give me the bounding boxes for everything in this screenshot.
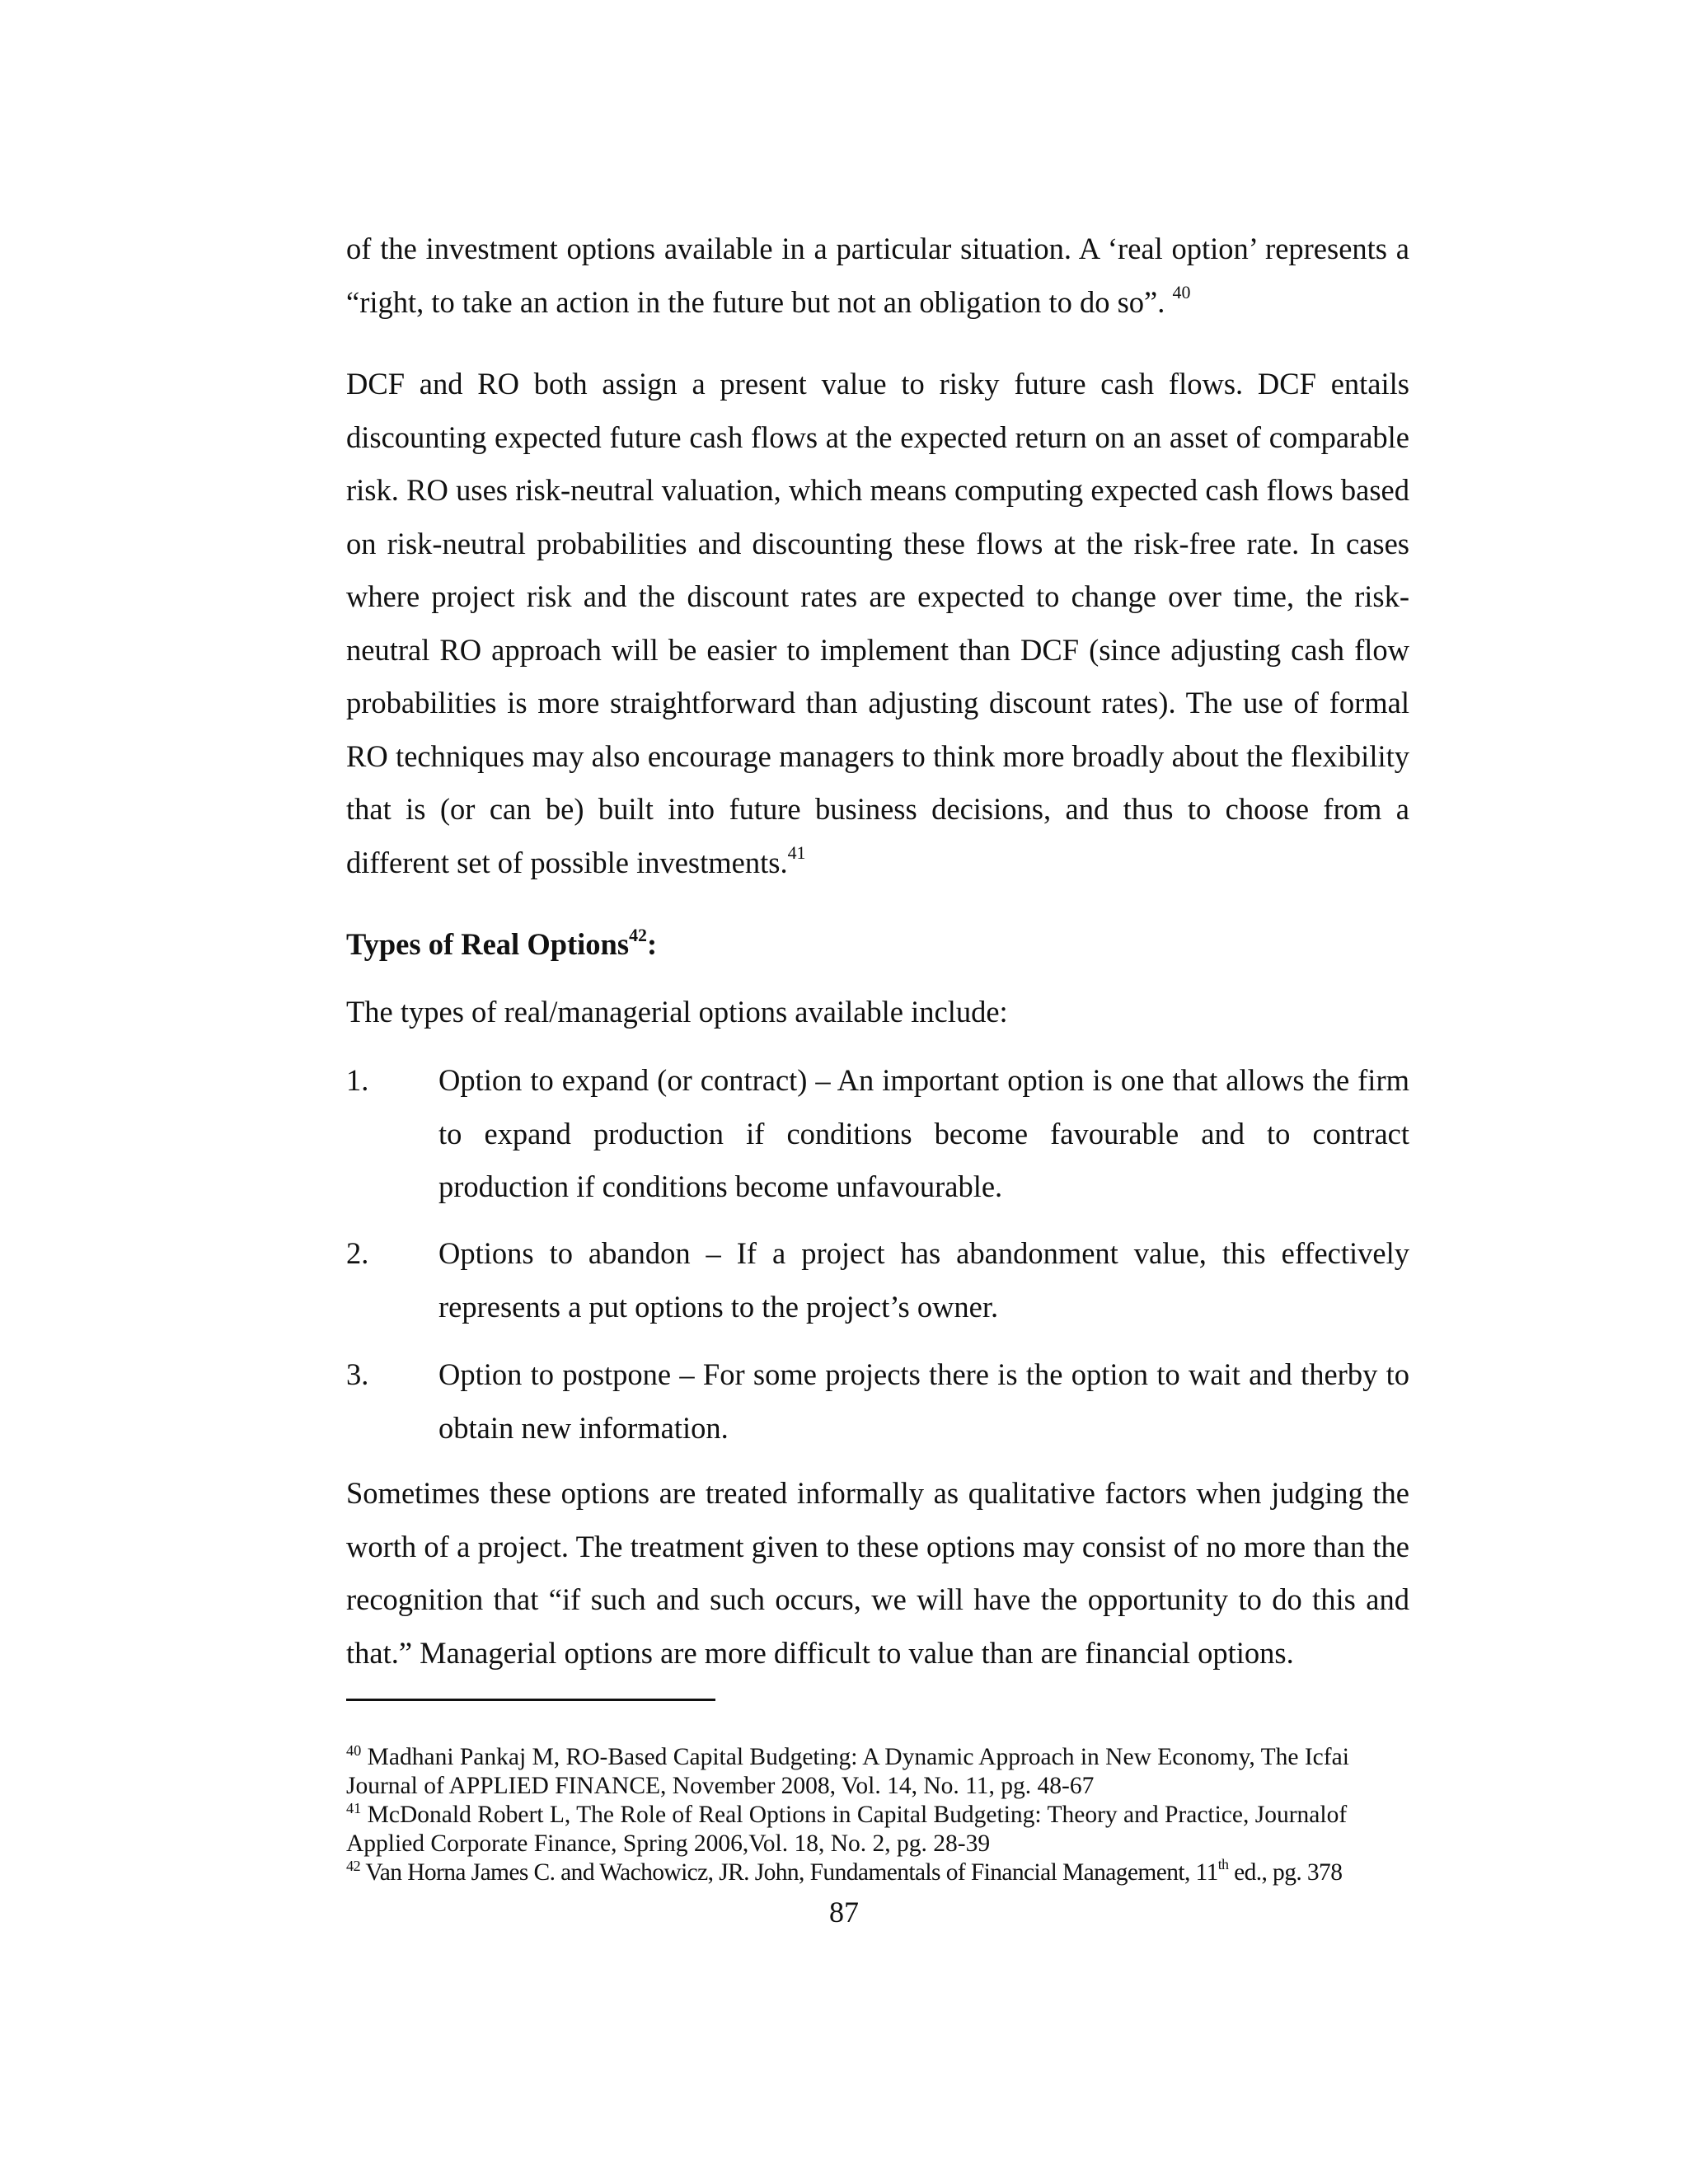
list-item-text: Options to abandon – If a project has abandonment value, this effectively represents a put options to the project’s owner. xyxy=(438,1236,1409,1324)
list-item xyxy=(346,1348,1409,1455)
footnote-number: 40 xyxy=(346,1742,362,1760)
section-heading xyxy=(346,918,657,971)
footnote-41 xyxy=(346,1801,1409,1858)
list-intro: The types of real/managerial options available include: xyxy=(346,995,1008,1029)
heading-text: Types of Real Options xyxy=(346,927,630,961)
footnote-ref-40[interactable]: 40 xyxy=(1172,282,1191,303)
footnote-number: 42 xyxy=(346,1858,361,1875)
footnote-number: 41 xyxy=(346,1800,362,1817)
footnotes xyxy=(346,1743,1409,1887)
footnote-40 xyxy=(346,1743,1409,1801)
list-item-number: 3. xyxy=(346,1357,369,1391)
footnote-text: Van Horna James C. and Wachowicz, JR. John, Fundamentals of Financial Management, 11 xyxy=(360,1859,1218,1886)
footnote-42 xyxy=(346,1855,1409,1887)
paragraph-intro-continuation xyxy=(346,223,1409,329)
list-item xyxy=(346,1227,1409,1333)
footnote-text: Madhani Pankaj M, RO-Based Capital Budgeting: A Dynamic Approach in New Economy, The Icfai Journal of APPLIED FINANCE, November 2008, Vol. 14, No. 11, pg. 48-67 xyxy=(346,1744,1349,1799)
footnote-ref-42[interactable]: 42 xyxy=(629,924,647,945)
footnote-text: McDonald Robert L, The Role of Real Options in Capital Budgeting: Theory and Practice, Journalof Applied Corporate Finance, Spring 2006,Vol. 18, No. 2, pg. 28-39 xyxy=(346,1802,1348,1857)
footnote-ordinal-suffix: th xyxy=(1217,1855,1229,1872)
list-item-text: Option to postpone – For some projects there is the option to wait and therby to obtain new information. xyxy=(438,1357,1409,1445)
paragraph-managerial-options: Sometimes these options are treated informally as qualitative factors when judging the worth of a project. The treatment given to these options may consist of no more than the recognition that “if such and such occurs, we will have the opportunity to do this and that.” Managerial options are more difficult to value than are financial options. xyxy=(346,1476,1409,1670)
heading-suffix: : xyxy=(646,927,658,961)
footnote-text-tail: ed., pg. 378 xyxy=(1228,1859,1343,1886)
footnote-ref-41[interactable]: 41 xyxy=(787,842,806,864)
paragraph-text: DCF and RO both assign a present value to risky future cash flows. DCF entails discounting expected future cash flows at the expected return on an asset of comparable risk. RO uses risk-neutral valuation, which means computing expected cash flows based on risk-neutral probabilities and discounting these flows at the risk-free rate. In cases where project risk and the discount rates are expected to change over time, the risk-neutral RO approach will be easier to implement than DCF (since adjusting cash flow probabilities is more straightforward than adjusting discount rates). The use of formal RO techniques may also encourage managers to think more broadly about the flexibility that is (or can be) built into future business decisions, and thus to choose from a different set of possible investments. xyxy=(346,367,1409,879)
footnote-separator xyxy=(346,1699,715,1701)
list-item-text: Option to expand (or contract) – An important option is one that allows the firm to expand production if conditions become favourable and to contract production if conditions become unfavourable. xyxy=(438,1063,1409,1203)
list-item xyxy=(346,1054,1409,1214)
list-item-number: 2. xyxy=(346,1236,369,1270)
list-item-number: 1. xyxy=(346,1063,369,1097)
paragraph-text: of the investment options available in a particular situation. A ‘real option’ represents a “right, to take an action in the future but not an obligation to do so”. xyxy=(346,232,1409,319)
page-number: 87 xyxy=(829,1896,859,1929)
paragraph-dcf-vs-ro xyxy=(346,358,1409,889)
